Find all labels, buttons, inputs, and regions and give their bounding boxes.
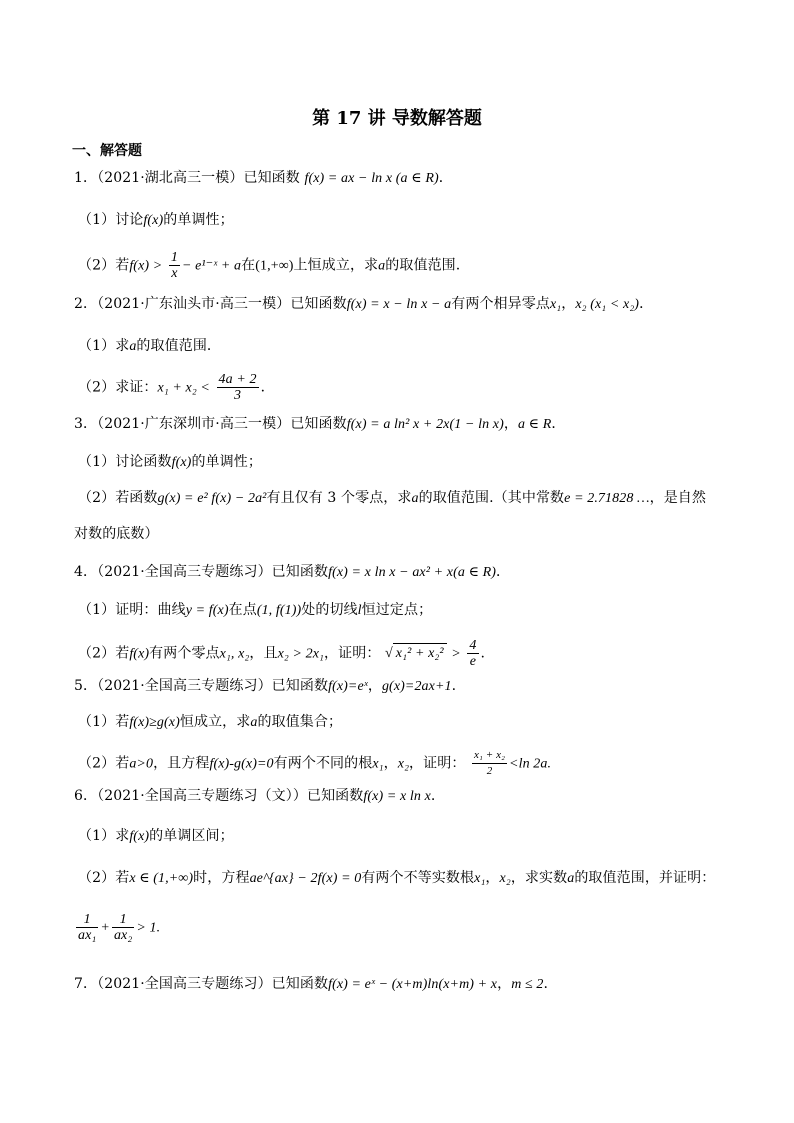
problem-5-part-1 <box>78 712 342 733</box>
page-title: 第 17 讲 导数解答题 <box>312 108 482 129</box>
part-text: ，证明： <box>324 645 381 662</box>
part-text: 的单调区间； <box>149 828 234 844</box>
math-expr: > 1. <box>136 920 161 936</box>
part-text: ， <box>383 755 398 772</box>
square-root: √ x₁² + x₂² <box>385 643 447 664</box>
math-expr: f(x) <box>143 213 164 228</box>
math-expr: ae^{ax} − 2f(x) = 0 <box>249 871 362 886</box>
fraction-numerator: 1 <box>112 912 134 928</box>
math-expr: g(x) = e² f(x) − 2a² <box>157 491 267 506</box>
math-expr: m ≤ 2 <box>511 977 544 992</box>
problem-6-function: f(x) = x ln x <box>363 789 431 804</box>
part-label: （1）求 <box>78 828 130 844</box>
part-text: 的取值范围.（其中常数 <box>418 490 565 506</box>
problem-6-inequality <box>74 912 160 943</box>
math-var: a <box>378 258 386 274</box>
fraction-numerator: 4 <box>469 638 477 653</box>
math-expr: <ln 2a. <box>509 756 552 772</box>
part-text: 上恒成立，求 <box>293 257 379 274</box>
part-label: （2）若 <box>78 257 130 274</box>
part-label: （1）证明：曲线 <box>78 602 186 618</box>
problem-2-statement <box>74 294 653 315</box>
fraction-denominator: 2 <box>486 765 493 777</box>
part-label: （2）若 <box>78 870 130 886</box>
part-text: 的取值集合； <box>257 714 343 730</box>
problem-6-statement <box>74 786 435 807</box>
problem-3-statement <box>74 414 566 435</box>
math-expr: x ∈ (1,+∞) <box>129 871 194 886</box>
math-var: x₁ <box>474 871 486 886</box>
math-expr: x₁ + x₂ < <box>157 380 210 396</box>
math-var: a <box>411 491 419 506</box>
part-text: 恒过定点； <box>361 602 433 618</box>
problem-4-statement <box>74 562 510 583</box>
part-text: 的取值范围. <box>385 257 461 274</box>
part-text: 有两个零点 <box>149 645 220 662</box>
part-text: 有两个相异零点 <box>451 296 550 312</box>
fraction <box>112 912 134 943</box>
part-label: （2）若 <box>78 755 130 772</box>
part-text: . <box>430 788 436 804</box>
problem-5-part-2 <box>78 748 551 779</box>
fraction <box>467 638 478 669</box>
problem-2-function: f(x) = x − ln x − a <box>346 297 452 312</box>
problem-7-statement <box>74 974 548 995</box>
fraction-denominator: x <box>171 266 178 281</box>
math-var: x₁ <box>549 297 562 312</box>
part-text: 的单调性； <box>191 454 262 470</box>
part-label: （2）若函数 <box>78 490 158 506</box>
problem-1-head: 1．（2021·湖北高三一模）已知函数 <box>74 170 300 186</box>
part-text: 在点 <box>228 602 257 618</box>
problem-7-function: f(x) = eˣ − (x+m)ln(x+m) + x <box>328 977 498 992</box>
fraction-denominator: ax₂ <box>113 928 133 943</box>
problem-2-head: 2．（2021·广东汕头市·高三一模）已知函数 <box>74 296 347 312</box>
problem-1-statement <box>74 168 453 189</box>
math-var: a <box>567 871 575 886</box>
part-text: ，且 <box>249 645 278 662</box>
fraction-numerator: 1 <box>170 250 178 265</box>
math-var: a <box>250 715 258 730</box>
problem-1-part-2 <box>78 250 460 281</box>
part-text: ． <box>551 416 566 432</box>
part-text: 对数的底数） <box>74 526 159 542</box>
problem-5-function-f: f(x)=eˣ <box>328 679 368 694</box>
fraction-numerator: 4a + 2 <box>218 372 257 387</box>
problem-6-head: 6．（2021·全国高三专题练习（文））已知函数 <box>74 788 364 804</box>
part-text: 时，方程 <box>193 870 250 886</box>
math-expr: f(x) > <box>129 258 163 274</box>
math-var: l <box>357 603 362 618</box>
math-expr: x₂ > 2x₁ <box>277 646 325 662</box>
math-var: x₂ <box>397 756 410 772</box>
part-label: （2）若 <box>78 645 130 662</box>
part-text: . <box>451 678 457 694</box>
math-var: x₁ <box>372 756 384 772</box>
problem-1-part-1 <box>78 210 234 231</box>
problem-2-part-1 <box>78 336 221 357</box>
problem-7-head: 7．（2021·全国高三专题练习）已知函数 <box>74 976 329 992</box>
part-text: 处的切线 <box>301 602 358 618</box>
part-text: 的取值范围． <box>136 338 222 354</box>
problem-4-head: 4．（2021·全国高三专题练习）已知函数 <box>74 564 329 580</box>
part-text: ， <box>367 678 382 694</box>
part-text: ，证明： <box>409 755 466 772</box>
problem-5-statement <box>74 676 456 697</box>
math-expr: a>0 <box>129 756 154 772</box>
part-text: ，是自然 <box>649 490 706 506</box>
part-text: 的单调性； <box>163 212 234 228</box>
problem-5-function-g: g(x)=2ax+1 <box>381 679 452 694</box>
math-var: x₂ <box>499 871 511 886</box>
problem-3-part-1 <box>78 452 262 473</box>
math-expr: f(x)-g(x)=0 <box>209 756 274 772</box>
fraction-numerator: x₁ + x₂ <box>472 748 507 764</box>
part-text: ， <box>485 870 500 886</box>
part-label: （1）讨论 <box>78 212 144 228</box>
math-expr: − e¹⁻ˣ + a <box>181 258 242 274</box>
part-text: ． <box>639 296 654 312</box>
math-expr: x₁, x₂ <box>219 646 250 662</box>
problem-3-part-2-continued <box>74 524 159 544</box>
part-text: ，且方程 <box>153 755 210 772</box>
part-text: ， <box>497 976 512 992</box>
math-expr: (1, f(1)) <box>256 603 302 618</box>
math-expr: y = f(x) <box>185 603 229 618</box>
problem-2-part-2 <box>78 372 275 403</box>
part-text: ， <box>503 416 518 432</box>
fraction <box>217 372 259 403</box>
part-text: 在 <box>241 257 256 274</box>
math-expr: (1,+∞) <box>255 258 294 274</box>
math-expr: e = 2.71828 … <box>564 491 650 506</box>
math-expr: x₂ (x₁ < x₂) <box>575 297 640 312</box>
problem-6-part-2 <box>78 868 715 889</box>
problem-1-function: f(x) = ax − ln x (a ∈ R) <box>304 171 439 186</box>
fraction-denominator: ax₁ <box>78 928 97 943</box>
part-text: 的取值范围，并证明： <box>574 870 716 886</box>
problem-3-part-2 <box>78 488 706 509</box>
part-label: （2）求证： <box>78 379 158 396</box>
problem-3-function: f(x) = a ln² x + 2x(1 − ln x) <box>346 417 504 432</box>
fraction <box>76 912 98 943</box>
part-label: （1）若 <box>78 714 130 730</box>
math-expr: f(x) <box>129 829 150 844</box>
math-expr: f(x)≥g(x) <box>129 715 180 730</box>
math-expr: > <box>451 646 461 662</box>
part-text: ． <box>260 379 275 396</box>
math-expr: a ∈ R <box>517 417 552 432</box>
fraction <box>169 250 180 281</box>
part-label: （1）求 <box>78 338 130 354</box>
math-var: a <box>129 339 137 354</box>
fraction-numerator: 1 <box>76 912 98 928</box>
radicand: x₁² + x₂² <box>393 643 447 664</box>
part-text: ． <box>496 564 511 580</box>
part-text: ，求实数 <box>510 870 568 886</box>
math-expr: f(x) <box>171 455 192 470</box>
math-expr: f(x) <box>129 646 150 662</box>
part-text: . <box>480 645 486 662</box>
problem-4-part-2 <box>78 638 485 669</box>
part-label: （1）讨论函数 <box>78 454 172 470</box>
problem-1-end: ． <box>438 170 453 186</box>
problem-6-part-1 <box>78 826 234 847</box>
part-text: 恒成立，求 <box>179 714 251 730</box>
fraction-denominator: e <box>469 654 477 669</box>
problem-4-part-1 <box>78 600 432 621</box>
math-expr: + <box>100 920 110 936</box>
part-text: 有两个不同的根 <box>273 755 373 772</box>
section-heading: 一、解答题 <box>72 143 142 159</box>
part-text: ， <box>561 296 576 312</box>
problem-4-function: f(x) = x ln x − ax² + x(a ∈ R) <box>328 565 497 580</box>
problem-3-head: 3．（2021·广东深圳市·高三一模）已知函数 <box>74 416 347 432</box>
part-text: . <box>543 976 549 992</box>
fraction-denominator: 3 <box>234 388 242 403</box>
fraction <box>472 748 507 779</box>
part-text: 有且仅有 3 个零点，求 <box>266 490 412 506</box>
problem-5-head: 5．（2021·全国高三专题练习）已知函数 <box>74 678 329 694</box>
part-text: 有两个不等实数根 <box>361 870 475 886</box>
